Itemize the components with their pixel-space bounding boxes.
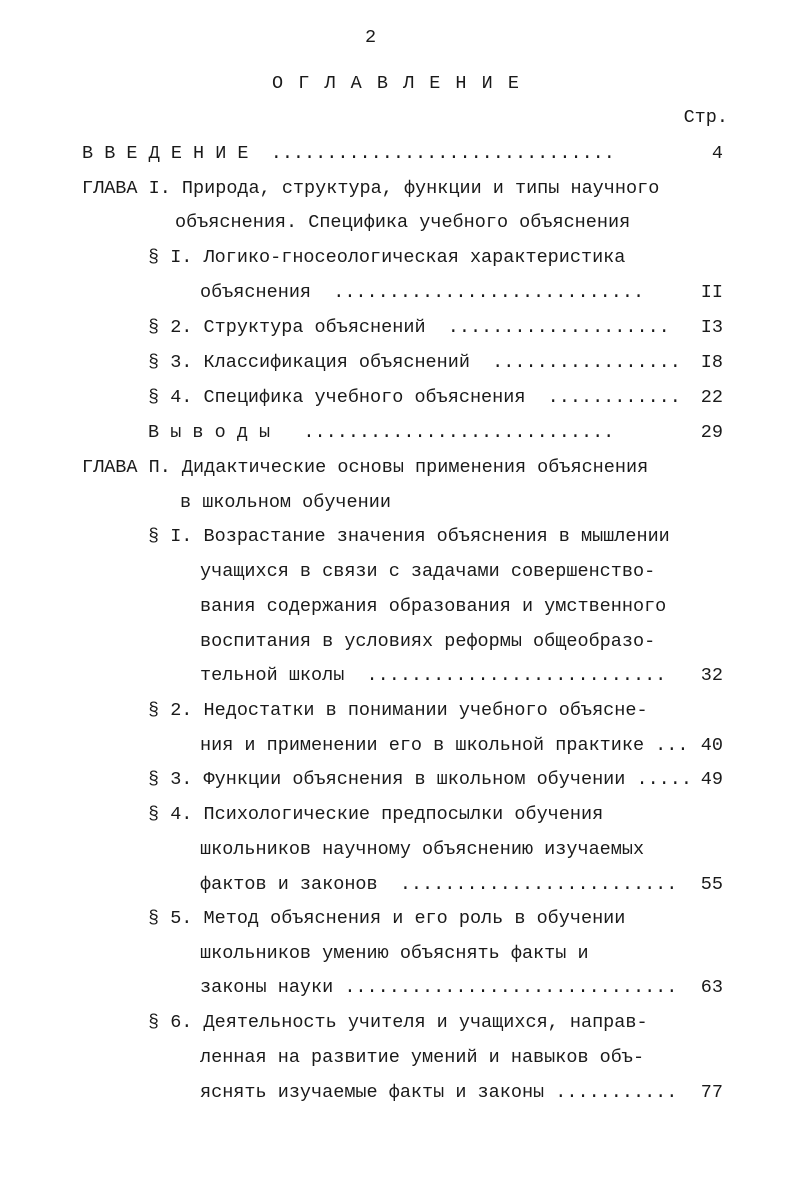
ch1-section-3: § 3. Классификация объяснений .................	[148, 352, 681, 373]
ch2-section-4-page: 55	[700, 874, 723, 895]
ch2-section-5-page: 63	[700, 977, 723, 998]
chapter-1-title: ГЛАВА I. Природа, структура, функции и типы научного	[82, 178, 660, 199]
toc-intro: В В Е Д Е Н И Е ...............................	[82, 143, 615, 164]
page-column-label: Стр.	[683, 107, 728, 128]
chapter-2-title-cont: в школьном обучении	[180, 492, 391, 513]
ch2-section-4-line-2: школьников научному объяснению изучаемых	[200, 839, 645, 860]
toc-title: О Г Л А В Л Е Н И Е	[272, 73, 521, 94]
ch2-section-6: § 6. Деятельность учителя и учащихся, направ-	[148, 1012, 648, 1033]
ch1-conclusions-page: 29	[700, 422, 723, 443]
ch1-section-1-cont: объяснения ............................	[200, 282, 645, 303]
chapter-2-title: ГЛАВА П. Дидактические основы применения объяснения	[82, 457, 649, 478]
ch1-section-4-page: 22	[700, 387, 723, 408]
ch2-section-1-line-5: тельной школы ...........................	[200, 665, 667, 686]
ch1-section-1: § I. Логико-гносеологическая характеристика	[148, 247, 626, 268]
ch2-section-4: § 4. Психологические предпосылки обучения	[148, 804, 604, 825]
ch2-section-4-line-3: фактов и законов .........................	[200, 874, 678, 895]
ch2-section-1-line-4: воспитания в условиях реформы общеобразо-	[200, 631, 656, 652]
ch2-section-5-line-3: законы науки ..............................	[200, 977, 678, 998]
ch2-section-2-line-2: ния и применении его в школьной практике ...	[200, 735, 689, 756]
ch2-section-3: § 3. Функции объяснения в школьном обучении .....	[148, 769, 692, 790]
toc-intro-page: 4	[711, 143, 723, 164]
chapter-1-title-cont: объяснения. Специфика учебного объяснения	[175, 212, 631, 233]
ch1-section-1-page: II	[700, 282, 723, 303]
ch2-section-2-page: 40	[700, 735, 723, 756]
ch2-section-6-line-3: яснять изучаемые факты и законы ...........	[200, 1082, 678, 1103]
ch2-section-1-page: 32	[700, 665, 723, 686]
ch2-section-6-line-2: ленная на развитие умений и навыков объ-	[200, 1047, 645, 1068]
ch2-section-1: § I. Возрастание значения объяснения в мышлении	[148, 526, 670, 547]
ch1-section-2: § 2. Структура объяснений ....................	[148, 317, 670, 338]
ch2-section-1-line-3: вания содержания образования и умственного	[200, 596, 667, 617]
ch2-section-6-page: 77	[700, 1082, 723, 1103]
ch1-section-2-page: I3	[700, 317, 723, 338]
page-number: 2	[365, 27, 377, 48]
ch2-section-1-line-2: учащихся в связи с задачами совершенство-	[200, 561, 656, 582]
ch1-conclusions: В ы в о д ы ............................	[148, 422, 615, 443]
ch1-section-3-page: I8	[700, 352, 723, 373]
ch2-section-2: § 2. Недостатки в понимании учебного объясне-	[148, 700, 648, 721]
ch2-section-3-page: 49	[700, 769, 723, 790]
ch1-section-4: § 4. Специфика учебного объяснения ............	[148, 387, 681, 408]
ch2-section-5-line-2: школьников умению объяснять факты и	[200, 943, 589, 964]
ch2-section-5: § 5. Метод объяснения и его роль в обучении	[148, 908, 626, 929]
